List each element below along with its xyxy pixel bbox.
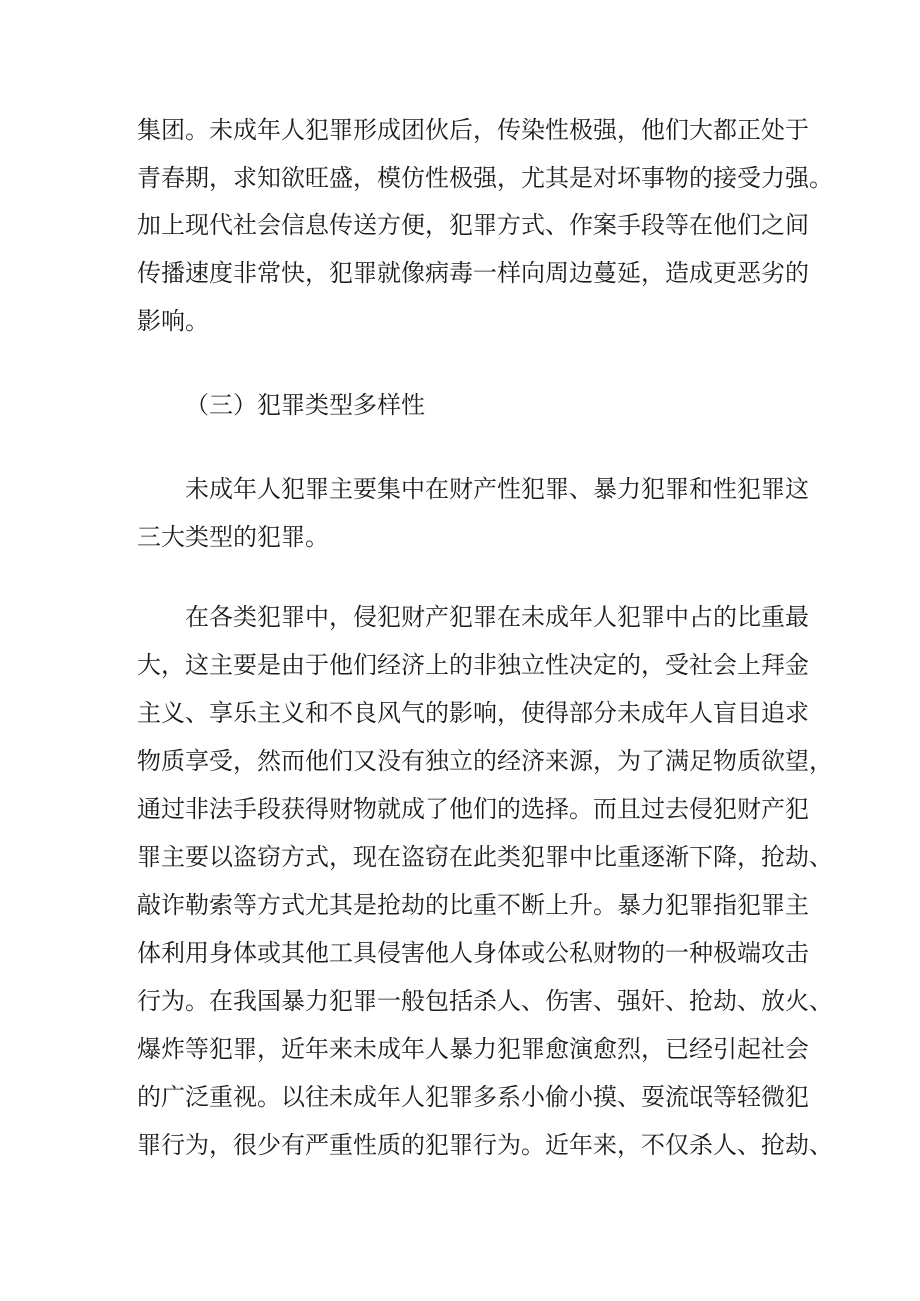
paragraph-3-line-1: 在各类犯罪中，侵犯财产犯罪在未成年人犯罪中占的比重最	[185, 603, 809, 631]
paragraph-2-line-1: 未成年人犯罪主要集中在财产性犯罪、暴力犯罪和性犯罪这	[185, 475, 809, 503]
paragraph-1-line-5: 影响。	[137, 307, 209, 335]
paragraph-3-line-6: 罪主要以盗窃方式，现在盗窃在此类犯罪中比重逐渐下降，抢劫、	[137, 843, 833, 871]
paragraph-3-line-4: 物质享受，然而他们又没有独立的经济来源，为了满足物质欲望，	[137, 747, 833, 775]
paragraph-1-line-3: 加上现代社会信息传送方便，犯罪方式、作案手段等在他们之间	[137, 211, 809, 239]
paragraph-2-line-2: 三大类型的犯罪。	[137, 523, 329, 551]
paragraph-3-line-12: 罪行为，很少有严重性质的犯罪行为。近年来，不仅杀人、抢劫、	[137, 1131, 833, 1159]
paragraph-3-line-2: 大，这主要是由于他们经济上的非独立性决定的，受社会上拜金	[137, 651, 809, 679]
paragraph-3-line-9: 行为。在我国暴力犯罪一般包括杀人、伤害、强奸、抢劫、放火、	[137, 987, 833, 1015]
paragraph-1-line-1: 集团。未成年人犯罪形成团伙后，传染性极强，他们大都正处于	[137, 116, 809, 144]
section-heading: （三）犯罪类型多样性	[185, 391, 425, 419]
paragraph-3-line-5: 通过非法手段获得财物就成了他们的选择。而且过去侵犯财产犯	[137, 795, 809, 823]
paragraph-3-line-7: 敲诈勒索等方式尤其是抢劫的比重不断上升。暴力犯罪指犯罪主	[137, 891, 809, 919]
paragraph-3-line-10: 爆炸等犯罪，近年来未成年人暴力犯罪愈演愈烈，已经引起社会	[137, 1035, 809, 1063]
paragraph-1-line-2: 青春期，求知欲旺盛，模仿性极强，尤其是对坏事物的接受力强。	[137, 164, 833, 192]
paragraph-3-line-11: 的广泛重视。以往未成年人犯罪多系小偷小摸、耍流氓等轻微犯	[137, 1083, 809, 1111]
paragraph-3-line-3: 主义、享乐主义和不良风气的影响，使得部分未成年人盲目追求	[137, 699, 809, 727]
paragraph-3-line-8: 体利用身体或其他工具侵害他人身体或公私财物的一种极端攻击	[137, 939, 809, 967]
paragraph-1-line-4: 传播速度非常快，犯罪就像病毒一样向周边蔓延，造成更恶劣的	[137, 259, 809, 287]
